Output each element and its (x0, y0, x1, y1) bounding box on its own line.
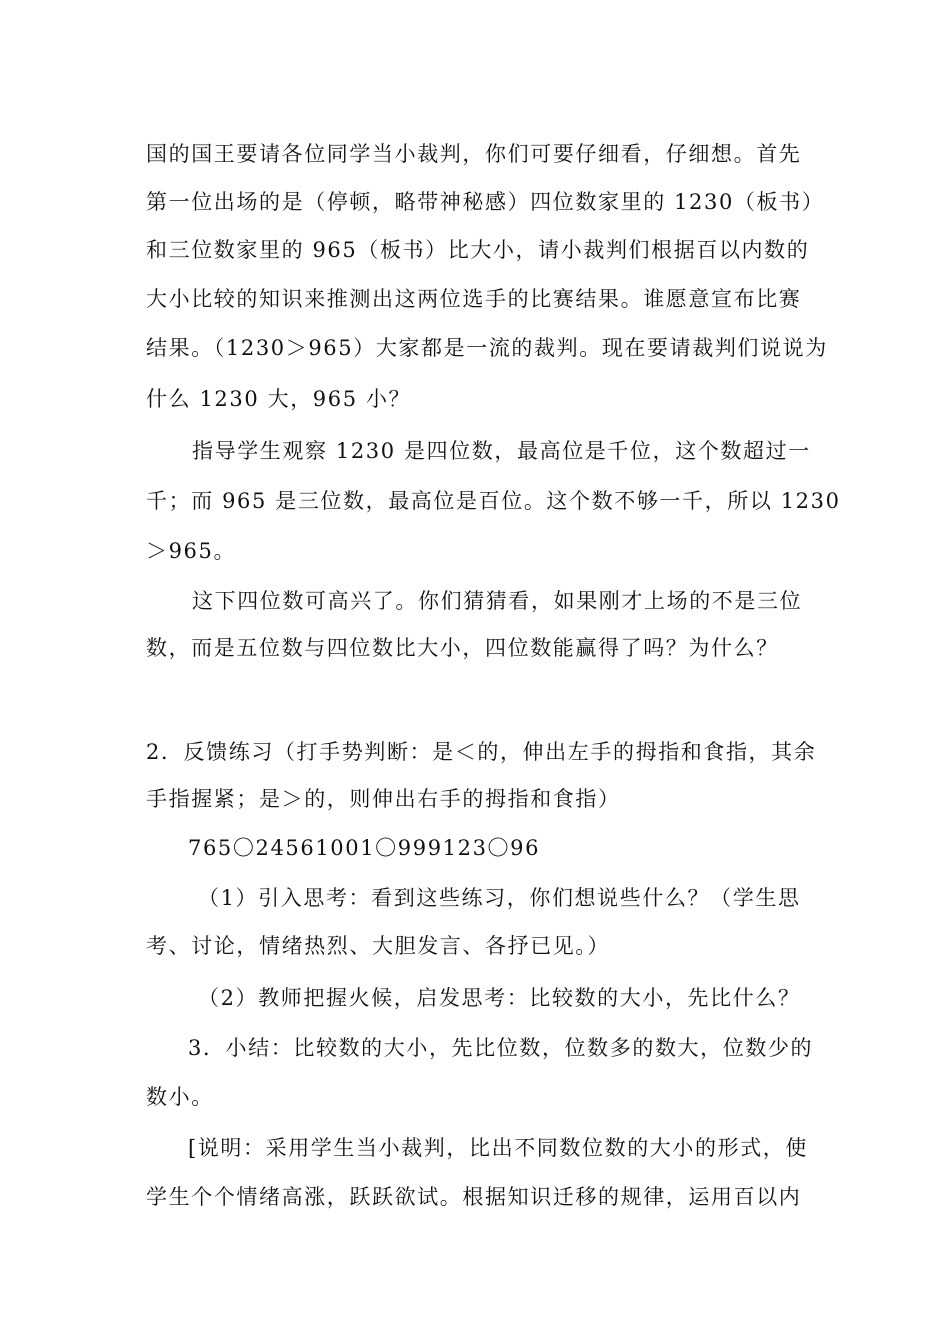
text-line: （1）引入思考：看到这些练习，你们想说些什么？（学生思 (198, 886, 801, 910)
text-line: 什么 1230 大，965 小？ (146, 387, 412, 411)
text-line: 数小。 (146, 1085, 214, 1109)
text-line: 考、讨论，情绪热烈、大胆发言、各抒已见。） (146, 934, 611, 958)
text-line: [说明：采用学生当小裁判，比出不同数位数的大小的形式，使 (188, 1136, 808, 1160)
text-line: ＞965。 (146, 539, 237, 563)
text-line: 第一位出场的是（停顿，略带神秘感）四位数家里的 1230（板书） (146, 190, 825, 214)
text-line: 结果。（1230＞965）大家都是一流的裁判。现在要请裁判们说说为 (146, 336, 828, 360)
text-line: 2．反馈练习（打手势判断：是＜的，伸出左手的拇指和食指，其余 (146, 740, 817, 764)
text-line: 大小比较的知识来推测出这两位选手的比赛结果。谁愿意宣布比赛 (146, 287, 802, 311)
text-line: 指导学生观察 1230 是四位数，最高位是千位，这个数超过一 (192, 439, 811, 463)
text-line: 学生个个情绪高涨，跃跃欲试。根据知识迁移的规律，运用百以内 (146, 1185, 802, 1209)
text-line: 和三位数家里的 965（板书）比大小，请小裁判们根据百以内数的 (146, 238, 810, 262)
text-line: 国的国王要请各位同学当小裁判，你们可要仔细看，仔细想。首先 (146, 142, 802, 166)
text-line: 3．小结：比较数的大小，先比位数，位数多的数大，位数少的 (188, 1036, 814, 1060)
text-line: 765〇24561001〇999123〇96 (188, 836, 541, 860)
text-line: 这下四位数可高兴了。你们猜猜看，如果刚才上场的不是三位 (192, 589, 803, 613)
text-line: （2）教师把握火候，启发思考：比较数的大小，先比什么？ (198, 986, 801, 1010)
text-line: 数，而是五位数与四位数比大小，四位数能赢得了吗？为什么？ (146, 636, 779, 660)
text-line: 千；而 965 是三位数，最高位是百位。这个数不够一千，所以 1230 (146, 489, 841, 513)
text-line: 手指握紧；是＞的，则伸出右手的拇指和食指） (146, 787, 621, 811)
